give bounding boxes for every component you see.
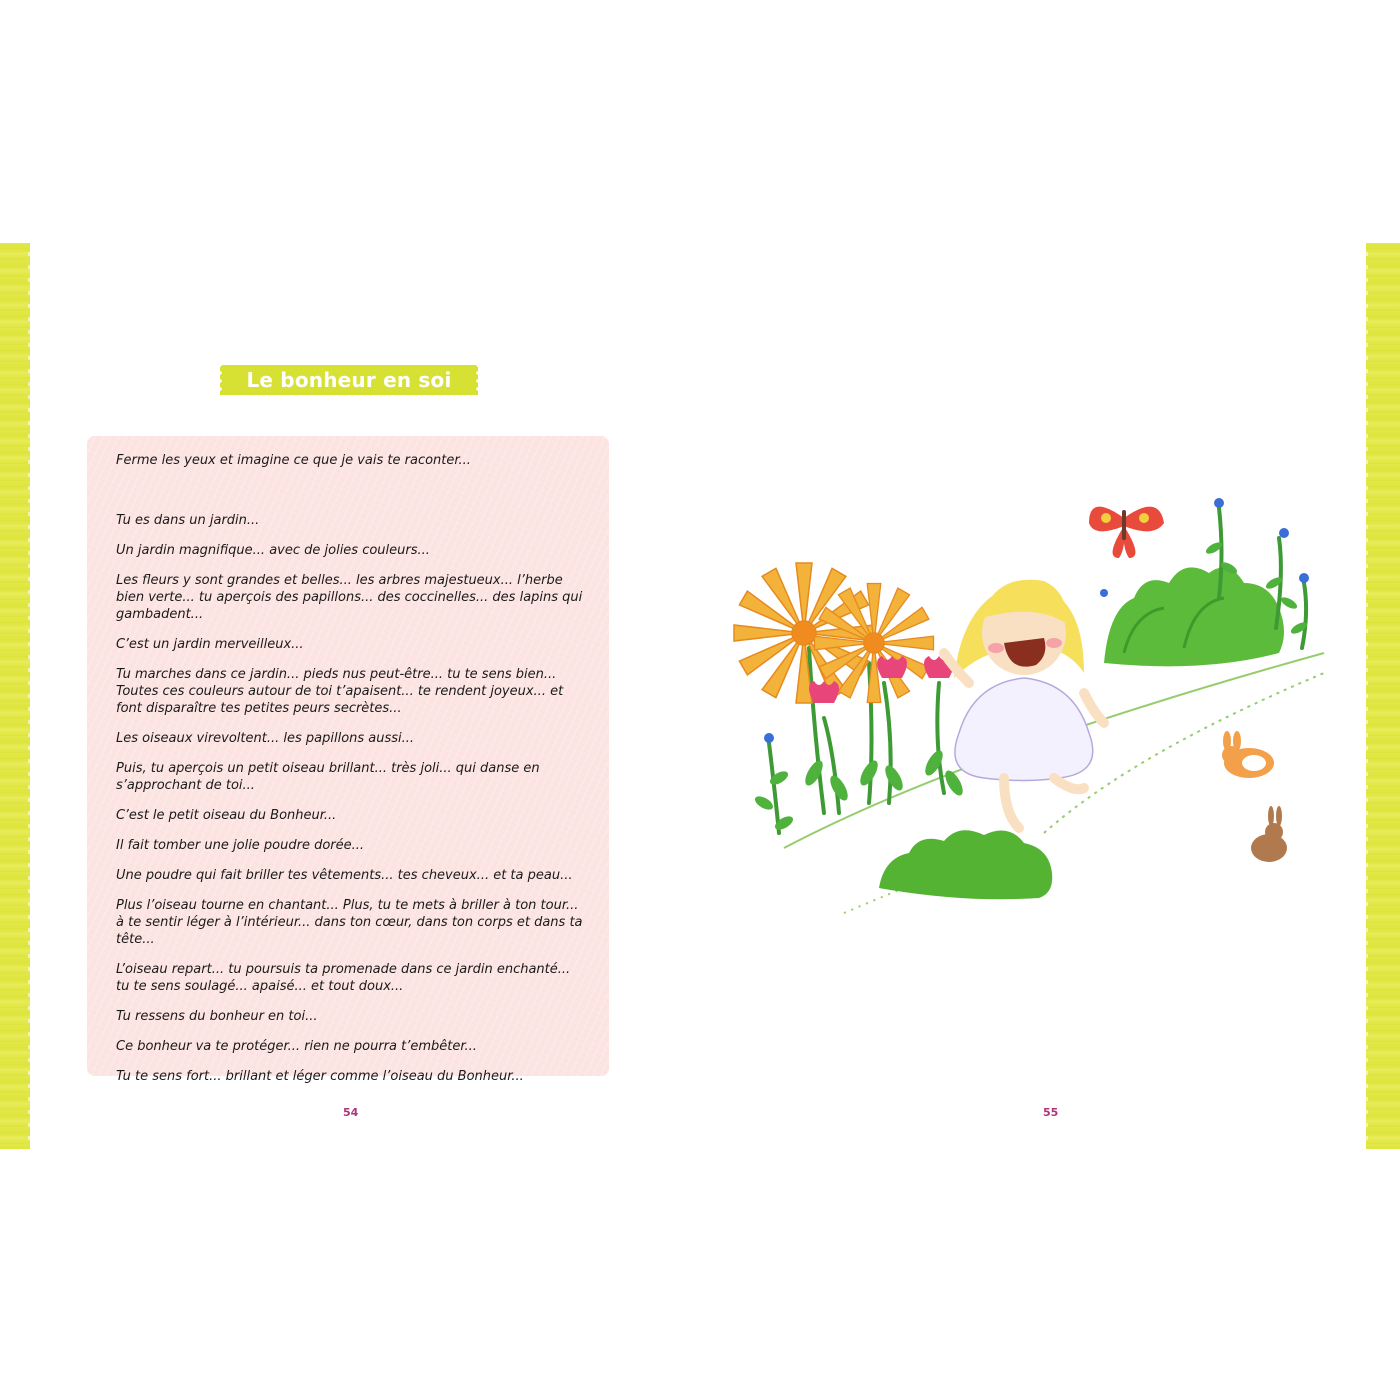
story-paragraph: Une poudre qui fait briller tes vêtements... tes cheveux... et ta peau... — [116, 868, 573, 883]
page-title: Le bonheur en soi — [246, 368, 452, 392]
left-page-edge — [0, 243, 30, 1149]
story-paragraph: Tu ressens du bonheur en toi... — [116, 1009, 318, 1024]
story-paragraph: Les oiseaux virevoltent... les papillons aussi... — [116, 731, 415, 746]
story-paragraph: Plus l’oiseau tourne en chantant... Plus, tu te mets à briller à ton tour... à te sentir léger à l’intérieur... dans ton cœur, dans ton corps et dans ta tête... — [116, 898, 583, 947]
book-spread — [0, 243, 1400, 1149]
bush-icon — [1104, 567, 1284, 666]
page-number-left: 54 — [343, 1106, 359, 1119]
rabbit-icon — [1251, 806, 1287, 862]
story-paragraph: Tu te sens fort... brillant et léger comme l’oiseau du Bonheur... — [116, 1069, 524, 1084]
story-paragraph: Un jardin magnifique... avec de jolies couleurs... — [116, 543, 430, 558]
story-paragraph: Il fait tomber une jolie poudre dorée... — [116, 838, 365, 853]
bush-icon — [879, 830, 1052, 899]
garden-illustration — [664, 433, 1338, 941]
story-paragraph: Puis, tu aperçois un petit oiseau brillant... très joli... qui danse en s’approchant de toi... — [116, 761, 540, 793]
story-text-panel — [87, 436, 609, 1084]
girl-figure — [944, 580, 1104, 828]
story-paragraph: C’est un jardin merveilleux... — [116, 637, 304, 652]
story-paragraph: Tu es dans un jardin... — [116, 513, 260, 528]
rabbit-icon — [1222, 731, 1274, 778]
story-paragraph: L’oiseau repart... tu poursuis ta promenade dans ce jardin enchanté... tu te sens soulagé... apaisé... et tout doux... — [116, 962, 571, 994]
story-paragraph: Tu marches dans ce jardin... pieds nus peut-être... tu te sens bien... Toutes ces couleurs autour de toi t’apaisent... te rendent joyeux... et font disparaître tes petites peurs secrètes... — [116, 667, 564, 716]
butterfly-icon — [1089, 507, 1164, 558]
story-paragraph: C’est le petit oiseau du Bonheur... — [116, 808, 337, 823]
title-banner — [220, 365, 478, 395]
story-paragraph: Ferme les yeux et imagine ce que je vais te raconter... — [116, 453, 471, 468]
story-paragraph: Les fleurs y sont grandes et belles... les arbres majestueux... l’herbe bien verte... tu aperçois des papillons... des coccinelles... des lapins qui gambadent... — [116, 573, 583, 622]
story-paragraph: Ce bonheur va te protéger... rien ne pourra t’embêter... — [116, 1039, 477, 1054]
page-number-right: 55 — [1043, 1106, 1059, 1119]
right-page-edge — [1366, 243, 1400, 1149]
